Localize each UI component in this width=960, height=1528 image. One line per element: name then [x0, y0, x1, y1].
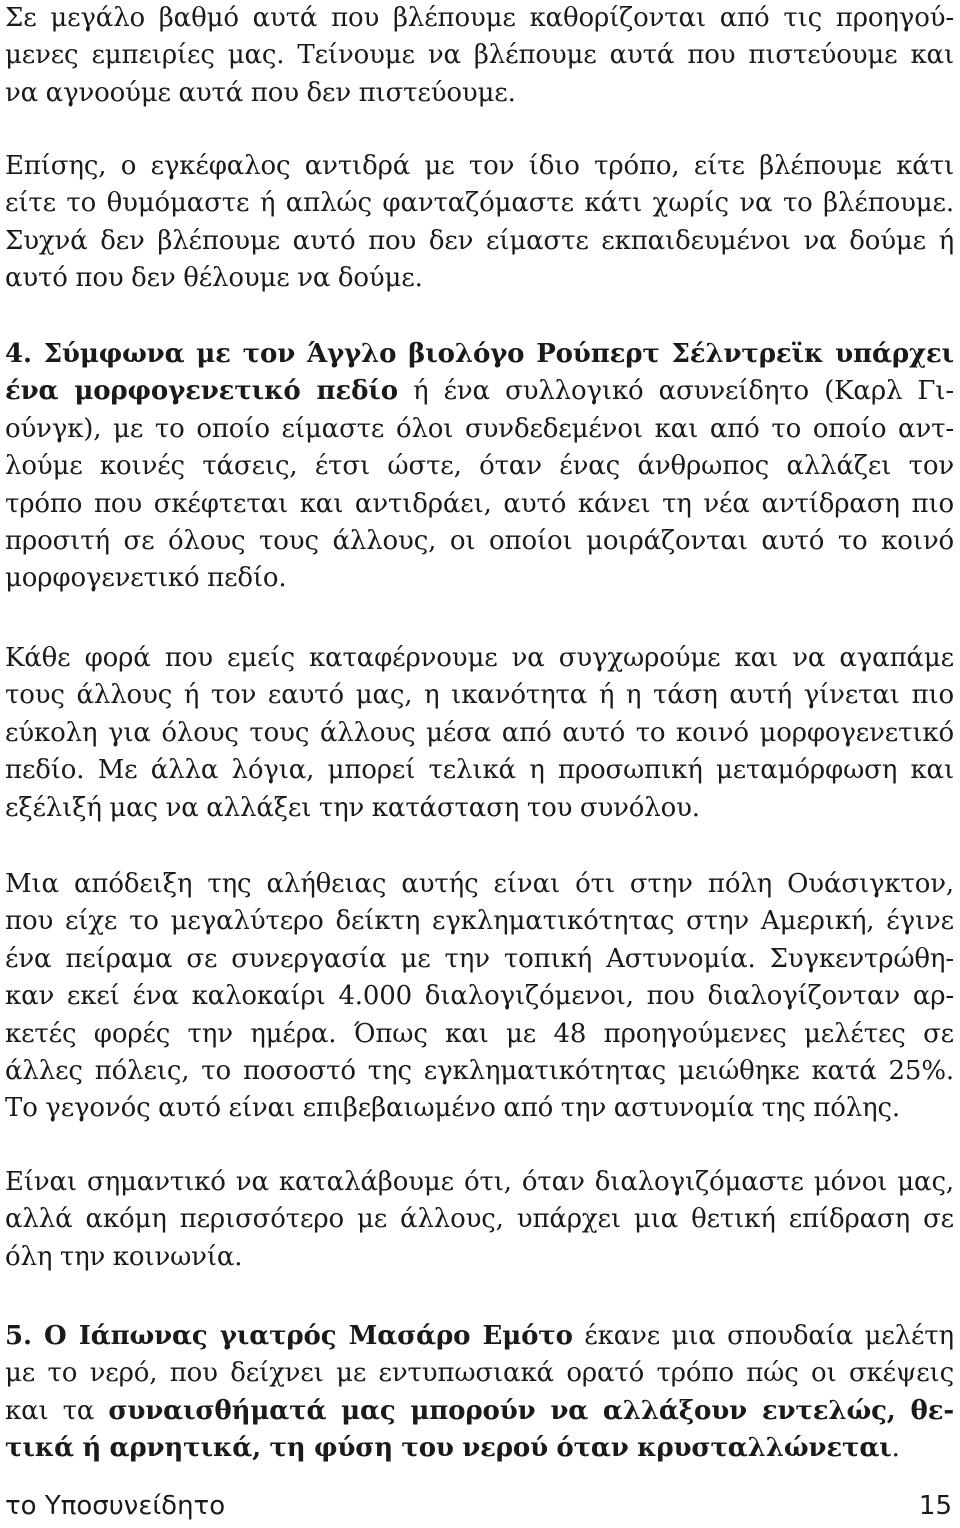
- text-line: καν εκεί ένα καλοκαίρι 4.000 διαλογιζόμενοι, που διαλογίζονταν αρ-: [5, 981, 954, 1012]
- bold-text: τικά ή αρνητικά, τη φύση του νερού όταν κρυσταλλώνεται: [5, 1433, 892, 1464]
- text-line: τρόπο που σκέφτεται και αντιδράει, αυτό κάνει τη νέα αντίδραση πιο: [5, 488, 954, 519]
- text-line: Μια απόδειξη της αλήθειας αυτής είναι ότι στην πόλη Ουάσιγκτον,: [5, 869, 954, 899]
- text-line: όλη την κοινωνία.: [5, 1241, 243, 1272]
- text-run: ή ένα συλλογικό ασυνείδητο (Καρλ Γι-: [397, 376, 954, 407]
- text-line: [5, 1430, 954, 1467]
- text-line: αυτό που δεν θέλουμε να δούμε.: [5, 263, 423, 294]
- text-line: Σε μεγάλο βαθμό αυτά που βλέπουμε καθορίζονται από τις προηγού-: [5, 3, 954, 33]
- text-line: προσιτή σε όλους τους άλλους, οι οποίοι μοιράζονται αυτό το κοινό: [5, 526, 954, 557]
- paragraph-3: [5, 336, 954, 598]
- text-run: και τα: [5, 1395, 109, 1426]
- paragraph-7: [5, 1318, 954, 1468]
- text-line: που είχε το μεγαλύτερο δείκτη εγκληματικότητας στην Αμερική, έγινε: [5, 906, 954, 937]
- text-line: με το νερό, που δείχνει με εντυπωσιακά ορατό τρόπο πώς οι σκέψεις: [5, 1358, 954, 1389]
- running-title: το Υποσυνείδητο: [5, 1491, 226, 1521]
- bold-text: 4. Σύμφωνα με τον Άγγλο βιολόγο Ρούπερτ Σέλντρεϊκ υπάρχει: [5, 339, 954, 369]
- bold-text: ένα μορφογενετικό πεδίο: [5, 376, 398, 407]
- text-line: Είναι σημαντικό να καταλάβουμε ότι, όταν διαλογιζόμαστε μόνοι μας,: [5, 1167, 954, 1197]
- text-run: έκανε μια σπουδαία μελέτη: [572, 1321, 954, 1351]
- page-footer: [5, 1486, 952, 1526]
- text-line: [5, 1318, 954, 1355]
- text-line: Συχνά δεν βλέπουμε αυτό που δεν είμαστε εκπαιδευμένοι να δούμε ή: [5, 225, 954, 256]
- text-line: Το γεγονός αυτό είναι επιβεβαιωμένο από την αστυνομία της πόλης.: [5, 1093, 900, 1124]
- text-line: τους άλλους ή τον εαυτό μας, η ικανότητα ή η τάση αυτή γίνεται πιο: [5, 680, 954, 711]
- paragraph-6: [5, 1164, 954, 1276]
- text-line: [5, 336, 954, 373]
- text-line: κετές φορές την ημέρα. Όπως και με 48 προηγούμενες μελέτες σε: [5, 1018, 954, 1049]
- text-line: [5, 1393, 954, 1430]
- text-line: ούνγκ), με το οποίο είμαστε όλοι συνδεδεμένοι και από το οποίο αντ-: [5, 413, 954, 444]
- text-line: [5, 373, 954, 410]
- text-line: εξέλιξή μας να αλλάξει την κατάσταση του συνόλου.: [5, 792, 700, 823]
- text-line: άλλες πόλεις, το ποσοστό της εγκληματικότητας μειώθηκε κατά 25%.: [5, 1056, 954, 1087]
- text-line: να αγνοούμε αυτά που δεν πιστεύουμε.: [5, 77, 516, 108]
- text-line: αλλά ακόμη περισσότερο με άλλους, υπάρχει μια θετική επίδραση σε: [5, 1204, 954, 1235]
- text-line: μενες εμπειρίες μας. Τείνουμε να βλέπουμε αυτά που πιστεύουμε και: [5, 40, 954, 71]
- page-number: 15: [918, 1491, 952, 1521]
- text-line: Κάθε φορά που εμείς καταφέρνουμε να συγχωρούμε και να αγαπάμε: [5, 643, 954, 673]
- text-line: είτε το θυμόμαστε ή απλώς φανταζόμαστε κάτι χωρίς να το βλέπουμε.: [5, 188, 954, 219]
- paragraph-2: [5, 148, 954, 298]
- text-line: εύκολη για όλους τους άλλους μέσα από αυτό το κοινό μορφογενετικό: [5, 717, 954, 748]
- bold-text: 5. Ο Ιάπωνας γιατρός Μασάρο Εμότο: [5, 1321, 573, 1351]
- text-line: πεδίο. Με άλλα λόγια, μπορεί τελικά η προσωπική μεταμόρφωση και: [5, 755, 954, 786]
- text-run: .: [891, 1433, 900, 1464]
- paragraph-1: [5, 0, 954, 112]
- text-line: Επίσης, ο εγκέφαλος αντιδρά με τον ίδιο τρόπο, είτε βλέπουμε κάτι: [5, 151, 954, 181]
- paragraph-5: [5, 866, 954, 1128]
- text-line: ένα πείραμα σε συνεργασία με την τοπική Αστυνομία. Συγκεντρώθη-: [5, 943, 954, 974]
- bold-text: συναισθήματά μας μπορούν να αλλάξουν εντελώς, θε-: [108, 1395, 954, 1426]
- text-line: μορφογενετικό πεδίο.: [5, 563, 287, 594]
- paragraph-4: [5, 640, 954, 827]
- text-line: λούμε κοινές τάσεις, έτσι ώστε, όταν ένας άνθρωπος αλλάζει τον: [5, 451, 954, 482]
